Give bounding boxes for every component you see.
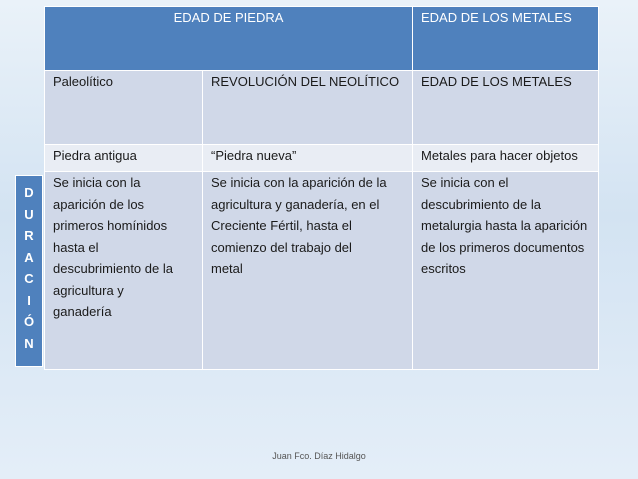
meaning-metals: Metales para hacer objetos bbox=[413, 145, 599, 172]
duration-line: descubrimiento de la bbox=[421, 196, 541, 212]
meanings-row bbox=[45, 145, 599, 172]
duration-line: hasta el bbox=[53, 239, 99, 255]
duration-line: comienzo del trabajo del bbox=[211, 239, 352, 255]
footer-author: Juan Fco. Díaz Hidalgo bbox=[272, 451, 366, 461]
duration-letter: D bbox=[24, 185, 34, 200]
duration-label bbox=[15, 175, 43, 367]
duration-line: metal bbox=[211, 261, 243, 276]
duration-letter: R bbox=[24, 228, 34, 243]
duration-letter: U bbox=[24, 206, 34, 222]
period-paleolithic: Paleolítico bbox=[45, 71, 203, 145]
header-stone-age: EDAD DE PIEDRA bbox=[45, 7, 413, 71]
duration-line: Se inicia con la bbox=[53, 175, 141, 190]
duration-letter: C bbox=[24, 271, 34, 286]
duration-letter: Ó bbox=[23, 314, 35, 329]
header-row bbox=[45, 7, 599, 71]
duration-line: Se inicia con la aparición de la bbox=[211, 175, 387, 190]
duration-neolithic bbox=[203, 172, 413, 370]
duration-line: escritos bbox=[421, 261, 466, 276]
duration-metals bbox=[413, 172, 599, 370]
meaning-neolithic: “Piedra nueva” bbox=[203, 145, 413, 172]
period-metals: EDAD DE LOS METALES bbox=[413, 71, 599, 145]
duration-line: primeros homínidos bbox=[53, 218, 168, 233]
duration-line: aparición de los bbox=[53, 196, 145, 212]
durations-row bbox=[45, 172, 599, 370]
duration-letter: A bbox=[24, 249, 34, 265]
meaning-paleolithic: Piedra antigua bbox=[45, 145, 203, 172]
duration-line: Creciente Fértil, hasta el bbox=[211, 218, 352, 233]
period-neolithic: REVOLUCIÓN DEL NEOLÍTICO bbox=[203, 71, 413, 145]
duration-line: descubrimiento de la bbox=[53, 261, 173, 276]
ages-table bbox=[44, 6, 599, 370]
duration-paleolithic bbox=[45, 172, 203, 370]
duration-letter: N bbox=[24, 335, 34, 351]
header-metal-age: EDAD DE LOS METALES bbox=[413, 7, 599, 71]
duration-line: agricultura y ganadería, en el bbox=[211, 196, 380, 212]
duration-line: Se inicia con el bbox=[421, 175, 509, 190]
duration-line: metalurgia hasta la aparición bbox=[421, 218, 588, 233]
duration-line: de los primeros documentos bbox=[421, 239, 585, 255]
duration-line: ganadería bbox=[53, 304, 112, 319]
periods-row bbox=[45, 71, 599, 145]
duration-letter: I bbox=[27, 292, 31, 308]
duration-line: agricultura y bbox=[53, 282, 124, 298]
